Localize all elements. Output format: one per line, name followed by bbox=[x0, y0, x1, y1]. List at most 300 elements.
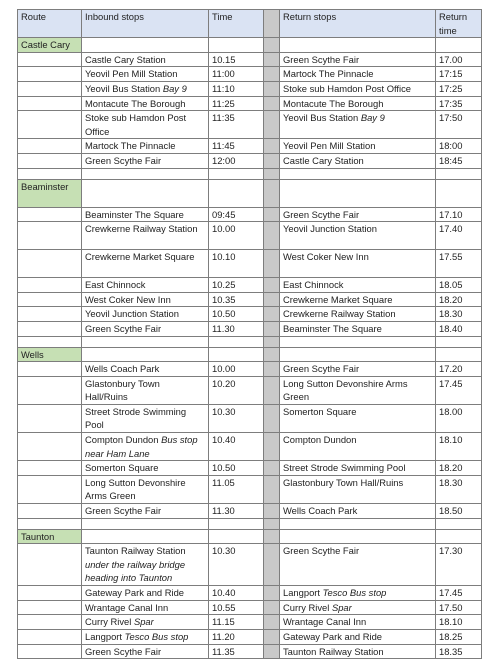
inbound-stop-text: Long Sutton Devonshire Arms Green bbox=[85, 476, 186, 502]
return-time bbox=[436, 644, 482, 659]
return-stop-text: Crewkerne Railway Station bbox=[283, 308, 396, 320]
separator-row bbox=[18, 168, 482, 179]
spacer-cell bbox=[264, 518, 280, 529]
inbound-stop bbox=[82, 404, 209, 432]
inbound-stop bbox=[82, 250, 209, 278]
spacer-cell bbox=[264, 278, 280, 293]
return-stop bbox=[280, 586, 436, 601]
inbound-stop-text: Yeovil Pen Mill Station bbox=[85, 68, 178, 80]
return-time bbox=[436, 321, 482, 336]
inbound-time bbox=[209, 615, 264, 630]
inbound-stop-text: Montacute The Borough bbox=[85, 97, 186, 109]
return-time-text: 17.30 bbox=[439, 545, 463, 557]
inbound-time-text: 10.40 bbox=[212, 434, 236, 446]
spacer-cell bbox=[264, 615, 280, 630]
empty-cell bbox=[209, 336, 264, 347]
inbound-stop-text: Green Scythe Fair bbox=[85, 154, 162, 166]
inbound-stop-text: West Coker New Inn bbox=[85, 293, 171, 305]
inbound-time-text: 10.50 bbox=[212, 462, 236, 474]
return-time-text: 17.20 bbox=[439, 363, 463, 375]
return-stop bbox=[280, 644, 436, 659]
return-stop-text: Crewkerne Market Square bbox=[283, 293, 393, 305]
route-empty-cell bbox=[18, 544, 82, 586]
empty-cell bbox=[280, 336, 436, 347]
inbound-time-text: 11.30 bbox=[212, 505, 235, 517]
return-stop bbox=[280, 96, 436, 111]
return-time bbox=[436, 433, 482, 461]
inbound-stop bbox=[82, 600, 209, 615]
empty-cell bbox=[18, 168, 82, 179]
inbound-time bbox=[209, 362, 264, 377]
return-stop bbox=[280, 153, 436, 168]
return-time-text: 17:35 bbox=[439, 97, 463, 109]
inbound-stop-text: Langport bbox=[85, 631, 123, 642]
return-time bbox=[436, 111, 482, 139]
empty-cell bbox=[436, 518, 482, 529]
return-stop bbox=[280, 433, 436, 461]
return-stop bbox=[280, 207, 436, 222]
return-time bbox=[436, 600, 482, 615]
route-empty-cell bbox=[18, 153, 82, 168]
empty-cell bbox=[209, 38, 264, 53]
table-row bbox=[18, 644, 482, 659]
inbound-stop-text: Crewkerne Railway Station bbox=[85, 223, 198, 235]
return-stop-text: Stoke sub Hamdon Post Office bbox=[283, 82, 412, 94]
return-stop-text: Green Scythe Fair bbox=[283, 208, 360, 220]
inbound-stop-text: Glastonbury Town Hall/Ruins bbox=[85, 377, 160, 403]
inbound-time-text: 11:25 bbox=[212, 97, 235, 109]
return-stop bbox=[280, 461, 436, 476]
inbound-time bbox=[209, 404, 264, 432]
spacer-cell bbox=[264, 362, 280, 377]
route-empty-cell bbox=[18, 139, 82, 154]
return-stop bbox=[280, 278, 436, 293]
table-row bbox=[18, 292, 482, 307]
route-empty-cell bbox=[18, 376, 82, 404]
inbound-stop-text: Taunton Railway Station bbox=[85, 545, 186, 557]
table-row bbox=[18, 600, 482, 615]
return-time-text: 18.25 bbox=[439, 631, 463, 642]
return-time-text: 17.45 bbox=[439, 377, 463, 389]
inbound-time-text: 10.40 bbox=[212, 587, 236, 599]
spacer-cell bbox=[264, 347, 280, 362]
inbound-time-text: 10.30 bbox=[212, 405, 236, 417]
inbound-time bbox=[209, 586, 264, 601]
empty-cell bbox=[436, 347, 482, 362]
inbound-stop-text: Green Scythe Fair bbox=[85, 322, 162, 334]
inbound-stop-text: Yeovil Junction Station bbox=[85, 308, 179, 320]
header-row bbox=[18, 10, 482, 38]
return-time bbox=[436, 544, 482, 586]
return-time-text: 18.05 bbox=[439, 279, 463, 291]
inbound-stop bbox=[82, 615, 209, 630]
inbound-stop bbox=[82, 544, 209, 586]
empty-cell bbox=[209, 347, 264, 362]
return-stop bbox=[280, 139, 436, 154]
empty-cell bbox=[280, 179, 436, 207]
route-empty-cell bbox=[18, 321, 82, 336]
return-time-text: 17.10 bbox=[439, 208, 463, 220]
inbound-stop bbox=[82, 52, 209, 67]
inbound-time bbox=[209, 81, 264, 96]
return-time-text: 18.20 bbox=[439, 293, 463, 305]
inbound-stop bbox=[82, 362, 209, 377]
inbound-time bbox=[209, 250, 264, 278]
return-stop-text: East Chinnock bbox=[283, 279, 344, 291]
return-stop-text: Curry Rivel bbox=[283, 601, 330, 613]
spacer-cell bbox=[264, 529, 280, 544]
table-row bbox=[18, 139, 482, 154]
inbound-stop bbox=[82, 81, 209, 96]
route-empty-cell bbox=[18, 67, 82, 82]
inbound-time-text: 11:45 bbox=[212, 140, 235, 152]
return-time bbox=[436, 222, 482, 250]
empty-cell bbox=[82, 529, 209, 544]
empty-cell bbox=[436, 38, 482, 53]
table-row bbox=[18, 81, 482, 96]
header-return-time: Return time bbox=[436, 10, 482, 38]
inbound-stop bbox=[82, 630, 209, 645]
inbound-stop bbox=[82, 153, 209, 168]
inbound-stop bbox=[82, 376, 209, 404]
spacer-cell bbox=[264, 153, 280, 168]
inbound-time-text: 10.30 bbox=[212, 545, 236, 557]
spacer-cell bbox=[264, 81, 280, 96]
inbound-time bbox=[209, 544, 264, 586]
inbound-stop-text: Castle Cary Station bbox=[85, 53, 166, 65]
table-row bbox=[18, 376, 482, 404]
return-stop-text: Langport bbox=[283, 587, 321, 599]
spacer-cell bbox=[264, 586, 280, 601]
empty-cell bbox=[82, 347, 209, 362]
return-time bbox=[436, 475, 482, 503]
return-time bbox=[436, 52, 482, 67]
inbound-time bbox=[209, 433, 264, 461]
route-header-row bbox=[18, 347, 482, 362]
spacer-cell bbox=[264, 475, 280, 503]
table-row bbox=[18, 307, 482, 322]
inbound-time bbox=[209, 207, 264, 222]
return-time bbox=[436, 586, 482, 601]
route-header-row bbox=[18, 38, 482, 53]
return-stop-note: Spar bbox=[331, 601, 352, 613]
inbound-time-text: 09:45 bbox=[212, 208, 236, 220]
inbound-stop bbox=[82, 475, 209, 503]
spacer-cell bbox=[264, 139, 280, 154]
return-stop-text: Green Scythe Fair bbox=[283, 545, 360, 557]
inbound-time-text: 10.55 bbox=[212, 601, 236, 613]
inbound-time bbox=[209, 475, 264, 503]
inbound-stop bbox=[82, 644, 209, 659]
table-row bbox=[18, 207, 482, 222]
return-stop bbox=[280, 504, 436, 519]
return-time bbox=[436, 307, 482, 322]
inbound-stop-note: Bay 9 bbox=[162, 82, 187, 94]
return-stop bbox=[280, 404, 436, 432]
return-time bbox=[436, 207, 482, 222]
table-row bbox=[18, 52, 482, 67]
return-time bbox=[436, 292, 482, 307]
return-time bbox=[436, 250, 482, 278]
spacer-cell bbox=[264, 207, 280, 222]
header-time: Time bbox=[209, 10, 264, 38]
table-row bbox=[18, 96, 482, 111]
inbound-time bbox=[209, 292, 264, 307]
return-stop-text: Glastonbury Town Hall/Ruins bbox=[283, 476, 404, 488]
inbound-time bbox=[209, 461, 264, 476]
return-time-text: 18:00 bbox=[439, 140, 463, 152]
return-stop-text: Somerton Square bbox=[283, 405, 357, 417]
route-name-text: Beaminster bbox=[21, 180, 69, 192]
table-row bbox=[18, 67, 482, 82]
route-empty-cell bbox=[18, 586, 82, 601]
return-stop-text: Castle Cary Station bbox=[283, 154, 364, 166]
return-time bbox=[436, 81, 482, 96]
inbound-time bbox=[209, 600, 264, 615]
inbound-time-text: 10.50 bbox=[212, 308, 236, 320]
return-stop-text: Montacute The Borough bbox=[283, 97, 384, 109]
inbound-stop-note: Bus stop near Ham Lane bbox=[85, 434, 198, 459]
inbound-time-text: 11.15 bbox=[212, 616, 235, 628]
spacer-cell bbox=[264, 168, 280, 179]
inbound-time-text: 11.35 bbox=[212, 645, 235, 657]
inbound-time bbox=[209, 111, 264, 139]
return-stop-text: Beaminster The Square bbox=[283, 322, 382, 334]
return-time bbox=[436, 404, 482, 432]
return-stop-text: Taunton Railway Station bbox=[283, 645, 384, 657]
empty-cell bbox=[18, 518, 82, 529]
header-route: Route bbox=[18, 10, 82, 38]
return-stop bbox=[280, 630, 436, 645]
inbound-stop-note: Tesco Bus stop bbox=[124, 631, 189, 642]
inbound-stop bbox=[82, 586, 209, 601]
return-time-text: 17:50 bbox=[439, 112, 463, 124]
route-name bbox=[18, 529, 82, 544]
inbound-time-text: 11:35 bbox=[212, 112, 235, 124]
return-time-text: 17.45 bbox=[439, 587, 463, 599]
inbound-stop bbox=[82, 292, 209, 307]
return-time-text: 18.35 bbox=[439, 645, 463, 657]
return-stop bbox=[280, 544, 436, 586]
return-time-text: 17.50 bbox=[439, 601, 463, 613]
inbound-stop-text: Wrantage Canal Inn bbox=[85, 601, 169, 613]
inbound-stop-text: Green Scythe Fair bbox=[85, 505, 162, 517]
inbound-time bbox=[209, 153, 264, 168]
inbound-stop-text: Street Strode Swimming Pool bbox=[85, 405, 187, 431]
return-time bbox=[436, 376, 482, 404]
empty-cell bbox=[82, 336, 209, 347]
inbound-stop-text: Martock The Pinnacle bbox=[85, 140, 176, 152]
inbound-stop-text: Yeovil Bus Station bbox=[85, 82, 161, 94]
route-empty-cell bbox=[18, 111, 82, 139]
return-stop-text: Compton Dundon bbox=[283, 434, 357, 446]
route-empty-cell bbox=[18, 52, 82, 67]
inbound-time bbox=[209, 52, 264, 67]
inbound-time-text: 11.30 bbox=[212, 322, 235, 334]
spacer-cell bbox=[264, 52, 280, 67]
route-empty-cell bbox=[18, 404, 82, 432]
return-stop bbox=[280, 362, 436, 377]
return-stop bbox=[280, 321, 436, 336]
spacer-cell bbox=[264, 404, 280, 432]
return-stop-text: Yeovil Pen Mill Station bbox=[283, 140, 376, 152]
empty-cell bbox=[436, 179, 482, 207]
empty-cell bbox=[280, 168, 436, 179]
route-empty-cell bbox=[18, 207, 82, 222]
spacer-cell bbox=[264, 461, 280, 476]
route-empty-cell bbox=[18, 292, 82, 307]
table-row bbox=[18, 615, 482, 630]
route-empty-cell bbox=[18, 600, 82, 615]
empty-cell bbox=[82, 179, 209, 207]
inbound-time bbox=[209, 321, 264, 336]
return-stop bbox=[280, 292, 436, 307]
inbound-stop bbox=[82, 139, 209, 154]
return-time bbox=[436, 615, 482, 630]
route-empty-cell bbox=[18, 433, 82, 461]
header-return-stops: Return stops bbox=[280, 10, 436, 38]
inbound-stop-text: Stoke sub Hamdon Post Office bbox=[85, 112, 187, 137]
route-empty-cell bbox=[18, 81, 82, 96]
inbound-stop bbox=[82, 96, 209, 111]
inbound-time-text: 10.15 bbox=[212, 53, 236, 65]
inbound-time-text: 10.35 bbox=[212, 293, 236, 305]
separator-row bbox=[18, 336, 482, 347]
inbound-stop-text: Beaminster The Square bbox=[85, 208, 184, 220]
return-stop bbox=[280, 222, 436, 250]
inbound-stop bbox=[82, 433, 209, 461]
inbound-time bbox=[209, 278, 264, 293]
inbound-stop bbox=[82, 504, 209, 519]
route-name bbox=[18, 179, 82, 207]
return-time-text: 18.10 bbox=[439, 434, 463, 446]
return-time-text: 18.40 bbox=[439, 322, 463, 334]
spacer-cell bbox=[264, 307, 280, 322]
empty-cell bbox=[436, 529, 482, 544]
spacer-cell bbox=[264, 111, 280, 139]
inbound-time-text: 11.20 bbox=[212, 631, 235, 642]
inbound-stop bbox=[82, 278, 209, 293]
route-empty-cell bbox=[18, 250, 82, 278]
spacer-cell bbox=[264, 179, 280, 207]
inbound-stop-text: Gateway Park and Ride bbox=[85, 587, 185, 599]
inbound-stop-text: Curry Rivel bbox=[85, 616, 132, 628]
spacer-cell bbox=[264, 292, 280, 307]
empty-cell bbox=[209, 168, 264, 179]
table-row bbox=[18, 250, 482, 278]
return-stop-text: Yeovil Bus Station bbox=[283, 112, 359, 124]
route-empty-cell bbox=[18, 362, 82, 377]
return-stop-text: Green Scythe Fair bbox=[283, 53, 360, 65]
route-empty-cell bbox=[18, 504, 82, 519]
inbound-time bbox=[209, 67, 264, 82]
inbound-time bbox=[209, 96, 264, 111]
route-empty-cell bbox=[18, 644, 82, 659]
return-stop bbox=[280, 67, 436, 82]
return-time bbox=[436, 362, 482, 377]
spacer-cell bbox=[264, 38, 280, 53]
inbound-stop-text: East Chinnock bbox=[85, 279, 146, 291]
return-stop-note: Tesco Bus stop bbox=[322, 587, 387, 599]
return-stop-text: Wells Coach Park bbox=[283, 505, 358, 517]
spacer-cell bbox=[264, 250, 280, 278]
route-empty-cell bbox=[18, 96, 82, 111]
return-stop-text: Yeovil Junction Station bbox=[283, 223, 377, 235]
table-row bbox=[18, 586, 482, 601]
empty-cell bbox=[436, 336, 482, 347]
empty-cell bbox=[209, 518, 264, 529]
separator-row bbox=[18, 518, 482, 529]
return-time bbox=[436, 153, 482, 168]
return-time-text: 17:25 bbox=[439, 82, 463, 94]
spacer-cell bbox=[264, 96, 280, 111]
spacer-cell bbox=[264, 321, 280, 336]
return-stop-text: Wrantage Canal Inn bbox=[283, 616, 367, 628]
table-row bbox=[18, 504, 482, 519]
inbound-time-text: 10.20 bbox=[212, 377, 236, 389]
spacer-cell bbox=[264, 644, 280, 659]
return-stop bbox=[280, 307, 436, 322]
return-time-text: 17.00 bbox=[439, 53, 463, 65]
spacer-cell bbox=[264, 433, 280, 461]
spacer-cell bbox=[264, 376, 280, 404]
return-time-text: 18.30 bbox=[439, 308, 463, 320]
spacer-cell bbox=[264, 222, 280, 250]
empty-cell bbox=[82, 168, 209, 179]
inbound-stop bbox=[82, 307, 209, 322]
empty-cell bbox=[209, 179, 264, 207]
inbound-stop-text: Somerton Square bbox=[85, 462, 159, 474]
return-stop-text: Martock The Pinnacle bbox=[283, 68, 374, 80]
route-name bbox=[18, 347, 82, 362]
route-empty-cell bbox=[18, 615, 82, 630]
return-time-text: 17:15 bbox=[439, 68, 463, 80]
return-time-text: 18.20 bbox=[439, 462, 463, 474]
inbound-stop-text: Wells Coach Park bbox=[85, 363, 160, 375]
return-stop bbox=[280, 52, 436, 67]
table-row bbox=[18, 404, 482, 432]
inbound-time bbox=[209, 504, 264, 519]
inbound-stop-note: Spar bbox=[133, 616, 154, 628]
empty-cell bbox=[280, 38, 436, 53]
route-name bbox=[18, 38, 82, 53]
table-row bbox=[18, 153, 482, 168]
return-stop bbox=[280, 475, 436, 503]
spacer-cell bbox=[264, 630, 280, 645]
inbound-stop bbox=[82, 67, 209, 82]
bus-timetable bbox=[17, 9, 482, 659]
empty-cell bbox=[82, 518, 209, 529]
route-name-text: Taunton bbox=[21, 530, 55, 542]
return-time bbox=[436, 504, 482, 519]
route-empty-cell bbox=[18, 307, 82, 322]
spacer-column bbox=[264, 10, 280, 38]
return-time bbox=[436, 139, 482, 154]
return-stop-text: Green Scythe Fair bbox=[283, 363, 360, 375]
return-stop bbox=[280, 250, 436, 278]
inbound-time bbox=[209, 630, 264, 645]
return-time-text: 18.00 bbox=[439, 405, 463, 417]
return-time bbox=[436, 461, 482, 476]
return-time bbox=[436, 67, 482, 82]
inbound-time-text: 11:00 bbox=[212, 68, 235, 80]
return-time-text: 18.50 bbox=[439, 505, 463, 517]
inbound-stop bbox=[82, 111, 209, 139]
return-stop bbox=[280, 600, 436, 615]
inbound-time bbox=[209, 376, 264, 404]
spacer-cell bbox=[264, 504, 280, 519]
header-inbound-stops: Inbound stops bbox=[82, 10, 209, 38]
